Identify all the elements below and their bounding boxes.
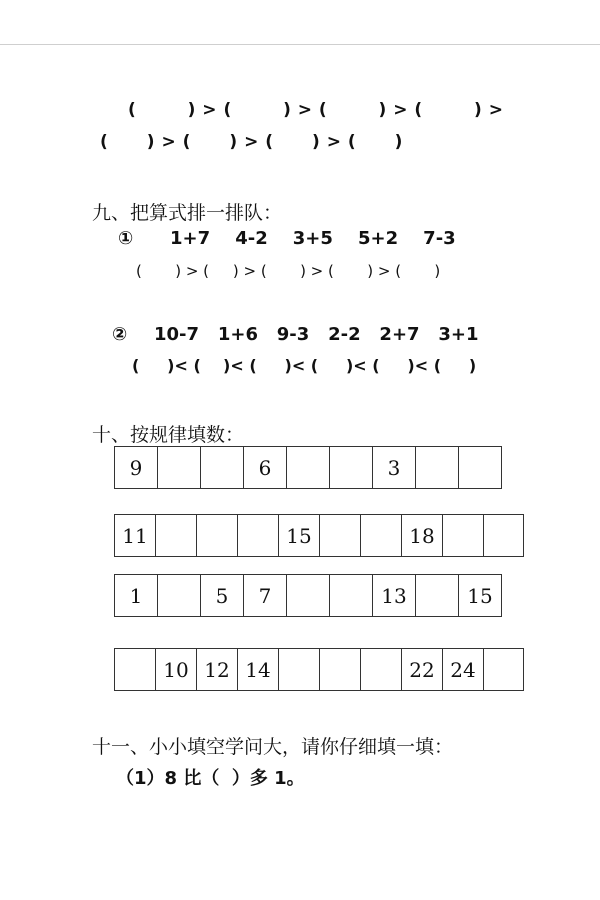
section-9-part2-marker: ② xyxy=(112,324,128,345)
pattern-cell[interactable] xyxy=(158,447,201,489)
pattern-cell[interactable] xyxy=(287,575,330,617)
pattern-cell[interactable] xyxy=(197,515,238,557)
pattern-cell[interactable]: 7 xyxy=(244,575,287,617)
pattern-cell[interactable] xyxy=(201,447,244,489)
pattern-cell[interactable]: 22 xyxy=(402,649,443,691)
pattern-cell[interactable]: 24 xyxy=(443,649,484,691)
pattern-cell[interactable]: 3 xyxy=(373,447,416,489)
pattern-cell[interactable] xyxy=(238,515,279,557)
pattern-cell[interactable] xyxy=(158,575,201,617)
section-11-title: 十一、小小填空学问大，请你仔细填一填： xyxy=(92,736,454,758)
top-divider xyxy=(0,44,600,45)
pattern-cell[interactable]: 15 xyxy=(279,515,320,557)
pattern-cell[interactable]: 9 xyxy=(115,447,158,489)
pattern-cell[interactable] xyxy=(361,649,402,691)
pattern-grid-1 xyxy=(114,446,502,489)
pattern-cell[interactable] xyxy=(320,515,361,557)
pattern-cell[interactable]: 13 xyxy=(373,575,416,617)
pattern-cell[interactable] xyxy=(416,447,459,489)
section-9-part1-slots: ( ) > ( ) > ( ) > ( ) > ( ) xyxy=(136,262,441,280)
pattern-cell[interactable] xyxy=(330,575,373,617)
pattern-cell[interactable] xyxy=(320,649,361,691)
pattern-cell[interactable]: 5 xyxy=(201,575,244,617)
pattern-cell[interactable] xyxy=(156,515,197,557)
section-9-part1-expressions: 1+7 4-2 3+5 5+2 7-3 xyxy=(170,228,456,249)
pattern-grid-4 xyxy=(114,648,524,691)
pattern-cell[interactable] xyxy=(484,649,524,691)
section-11-question-1: （1）8 比（ ）多 1。 xyxy=(116,768,305,789)
pattern-cell[interactable] xyxy=(459,447,502,489)
pattern-cell[interactable] xyxy=(416,575,459,617)
pattern-cell[interactable] xyxy=(443,515,484,557)
pattern-cell[interactable] xyxy=(115,649,156,691)
pattern-cell[interactable]: 1 xyxy=(115,575,158,617)
section-9-title: 九、把算式排一排队： xyxy=(92,202,283,224)
pattern-grid-2 xyxy=(114,514,524,557)
section-9-part1-marker: ① xyxy=(118,228,134,249)
section-9-part2-slots: ( )< ( )< ( )< ( )< ( )< ( ) xyxy=(132,356,477,375)
order-blanks-row-2: ( ) > ( ) > ( ) > ( ) xyxy=(100,132,403,152)
pattern-cell[interactable]: 10 xyxy=(156,649,197,691)
pattern-grid-3 xyxy=(114,574,502,617)
pattern-cell[interactable] xyxy=(361,515,402,557)
pattern-cell[interactable]: 11 xyxy=(115,515,156,557)
pattern-cell[interactable]: 18 xyxy=(402,515,443,557)
order-blanks-row-1: ( ) > ( ) > ( ) > ( ) > xyxy=(128,100,504,120)
pattern-cell[interactable] xyxy=(484,515,524,557)
pattern-cell[interactable] xyxy=(287,447,330,489)
pattern-cell[interactable]: 14 xyxy=(238,649,279,691)
pattern-cell[interactable]: 12 xyxy=(197,649,238,691)
pattern-cell[interactable] xyxy=(279,649,320,691)
pattern-cell[interactable]: 15 xyxy=(459,575,502,617)
section-10-title: 十、按规律填数： xyxy=(92,424,245,446)
pattern-cell[interactable]: 6 xyxy=(244,447,287,489)
pattern-cell[interactable] xyxy=(330,447,373,489)
section-9-part2-expressions: 10-7 1+6 9-3 2-2 2+7 3+1 xyxy=(154,324,479,345)
